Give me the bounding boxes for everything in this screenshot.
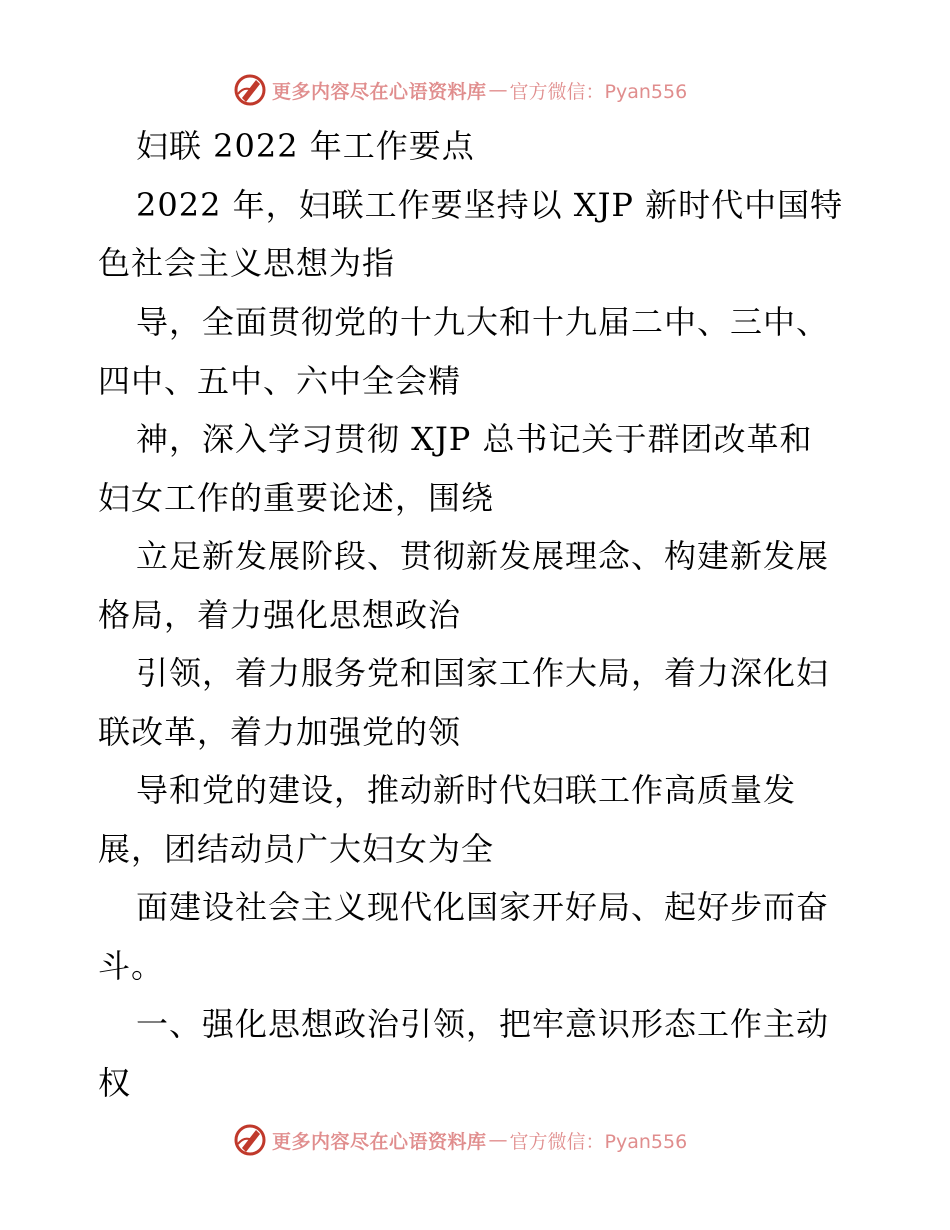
logo-icon <box>232 72 268 108</box>
text-line: 格局，着力强化思想政治 <box>98 596 462 634</box>
document-title: 妇联 2022 年工作要点 <box>136 127 475 165</box>
text-line: 展，团结动员广大妇女为全 <box>98 830 495 868</box>
banner-dash: — <box>488 1129 508 1151</box>
text-line: 神，深入学习贯彻 XJP 总书记关于群团改革和 <box>136 420 813 458</box>
text-line: 妇女工作的重要论述，围绕 <box>98 479 495 517</box>
text-line: 引领，着力服务党和国家工作大局，着力深化妇 <box>136 654 830 692</box>
text-line: 斗。 <box>98 947 165 985</box>
banner-contact: 官方微信：Pyan556 <box>509 1130 688 1153</box>
banner-contact: 官方微信：Pyan556 <box>509 80 688 103</box>
text-line: 导和党的建设，推动新时代妇联工作高质量发 <box>136 771 797 809</box>
banner-title: 更多内容尽在心语资料库 <box>272 1130 487 1153</box>
text-line: 联改革，着力加强党的领 <box>98 713 462 751</box>
text-line: 导，全面贯彻党的十九大和十九届二中、三中、 <box>136 303 830 341</box>
text-line: 面建设社会主义现代化国家开好局、起好步而奋 <box>136 888 830 926</box>
section-heading: 一、强化思想政治引领，把牢意识形态工作主动 <box>136 1005 830 1043</box>
text-line: 2022 年，妇联工作要坚持以 XJP 新时代中国特 <box>136 186 844 224</box>
text-line: 四中、五中、六中全会精 <box>98 362 462 400</box>
logo-icon <box>232 1122 268 1158</box>
banner-title: 更多内容尽在心语资料库 <box>272 80 487 103</box>
text-line: 权 <box>98 1064 132 1102</box>
header-banner <box>232 72 687 108</box>
banner-dash: — <box>488 79 508 101</box>
text-line: 色社会主义思想为指 <box>98 244 396 282</box>
footer-banner <box>232 1122 687 1158</box>
text-line: 立足新发展阶段、贯彻新发展理念、构建新发展 <box>136 537 830 575</box>
